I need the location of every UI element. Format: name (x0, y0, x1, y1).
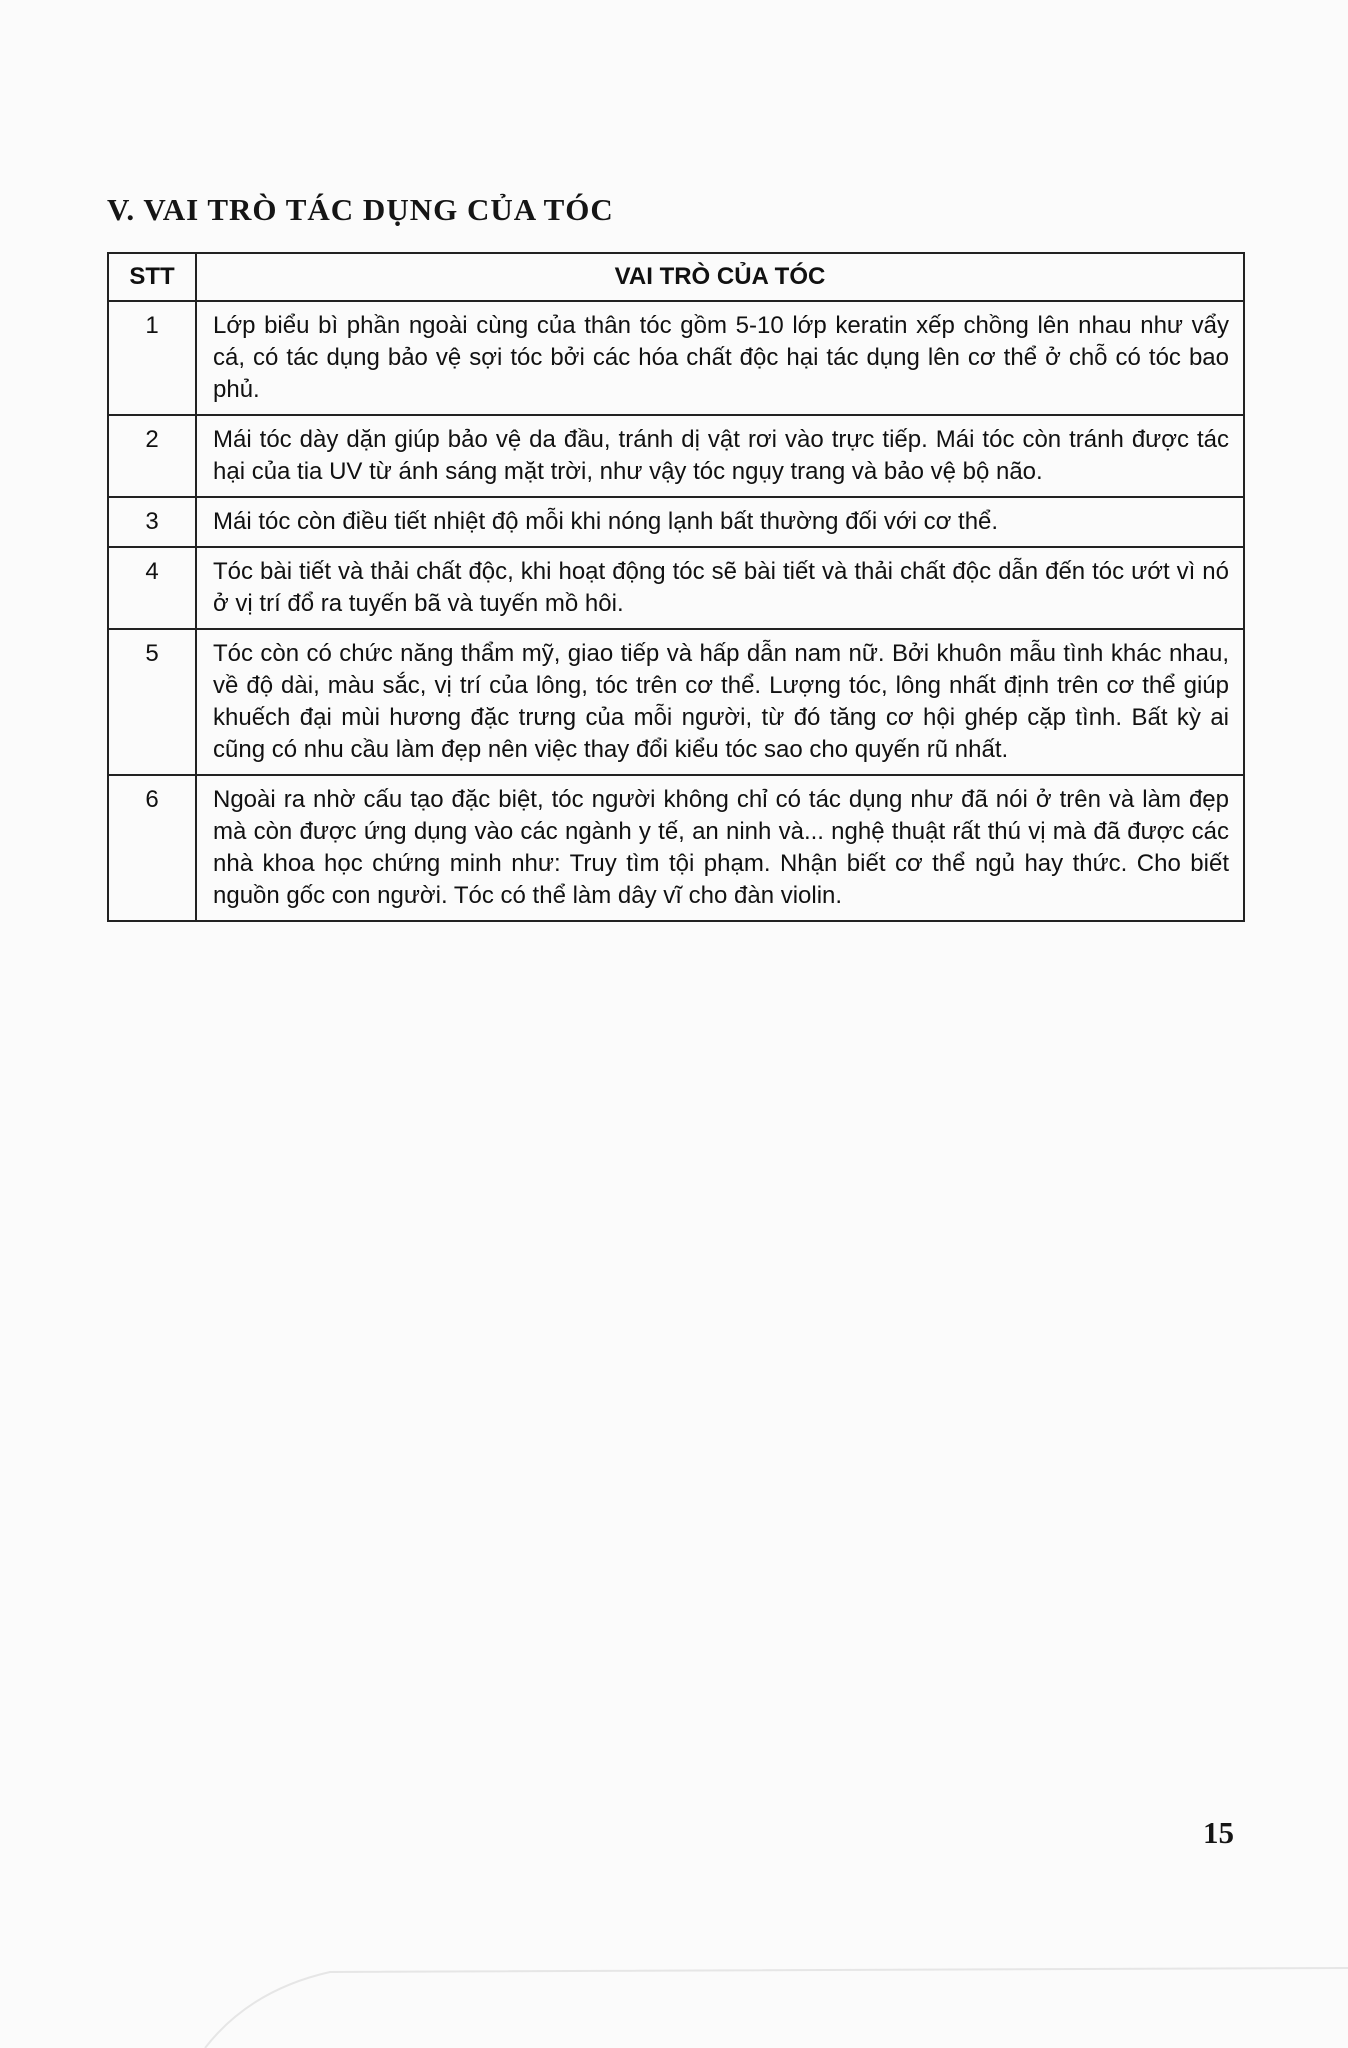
table-row (108, 497, 1244, 547)
table-row (108, 629, 1244, 775)
row-number: 5 (108, 629, 196, 775)
row-number: 4 (108, 547, 196, 629)
row-description: Tóc còn có chức năng thẩm mỹ, giao tiếp và hấp dẫn nam nữ. Bởi khuôn mẫu tình khác nhau, về độ dài, màu sắc, vị trí của lông, tóc trên cơ thể. Lượng tóc, lông nhất định trên cơ thể giúp khuếch đại mùi hương đặc trưng của mỗi người, từ đó tăng cơ hội ghép cặp tình. Bất kỳ ai cũng có nhu cầu làm đẹp nên việc thay đổi kiểu tóc sao cho quyến rũ nhất. (196, 629, 1244, 775)
hair-roles-table (107, 252, 1245, 922)
table-row (108, 547, 1244, 629)
row-description: Lớp biểu bì phần ngoài cùng của thân tóc gồm 5-10 lớp keratin xếp chồng lên nhau như vẩy cá, có tác dụng bảo vệ sợi tóc bởi các hóa chất độc hại tác dụng lên cơ thể ở chỗ có tóc bao phủ. (196, 301, 1244, 415)
header-role: VAI TRÒ CỦA TÓC (196, 253, 1244, 301)
page-number: 15 (1203, 1815, 1234, 1850)
row-description: Mái tóc dày dặn giúp bảo vệ da đầu, tránh dị vật rơi vào trực tiếp. Mái tóc còn tránh được tác hại của tia UV từ ánh sáng mặt trời, như vậy tóc ngụy trang và bảo vệ bộ não. (196, 415, 1244, 497)
header-stt: STT (108, 253, 196, 301)
row-description: Tóc bài tiết và thải chất độc, khi hoạt động tóc sẽ bài tiết và thải chất độc dẫn đến tóc ướt vì nó ở vị trí đổ ra tuyến bã và tuyến mồ hôi. (196, 547, 1244, 629)
table-row (108, 301, 1244, 415)
row-number: 1 (108, 301, 196, 415)
row-description: Mái tóc còn điều tiết nhiệt độ mỗi khi nóng lạnh bất thường đối với cơ thể. (196, 497, 1244, 547)
table-header-row (108, 253, 1244, 301)
row-number: 3 (108, 497, 196, 547)
table-row (108, 415, 1244, 497)
page-curl-shadow (0, 1960, 1348, 2048)
section-title: V. VAI TRÒ TÁC DỤNG CỦA TÓC (107, 192, 614, 227)
table-row (108, 775, 1244, 921)
row-number: 2 (108, 415, 196, 497)
row-number: 6 (108, 775, 196, 921)
row-description: Ngoài ra nhờ cấu tạo đặc biệt, tóc người không chỉ có tác dụng như đã nói ở trên và làm đẹp mà còn được ứng dụng vào các ngành y tế, an ninh và... nghệ thuật rất thú vị mà đã được các nhà khoa học chứng minh như: Truy tìm tội phạm. Nhận biết cơ thể ngủ hay thức. Cho biết nguồn gốc con người. Tóc có thể làm dây vĩ cho đàn violin. (196, 775, 1244, 921)
